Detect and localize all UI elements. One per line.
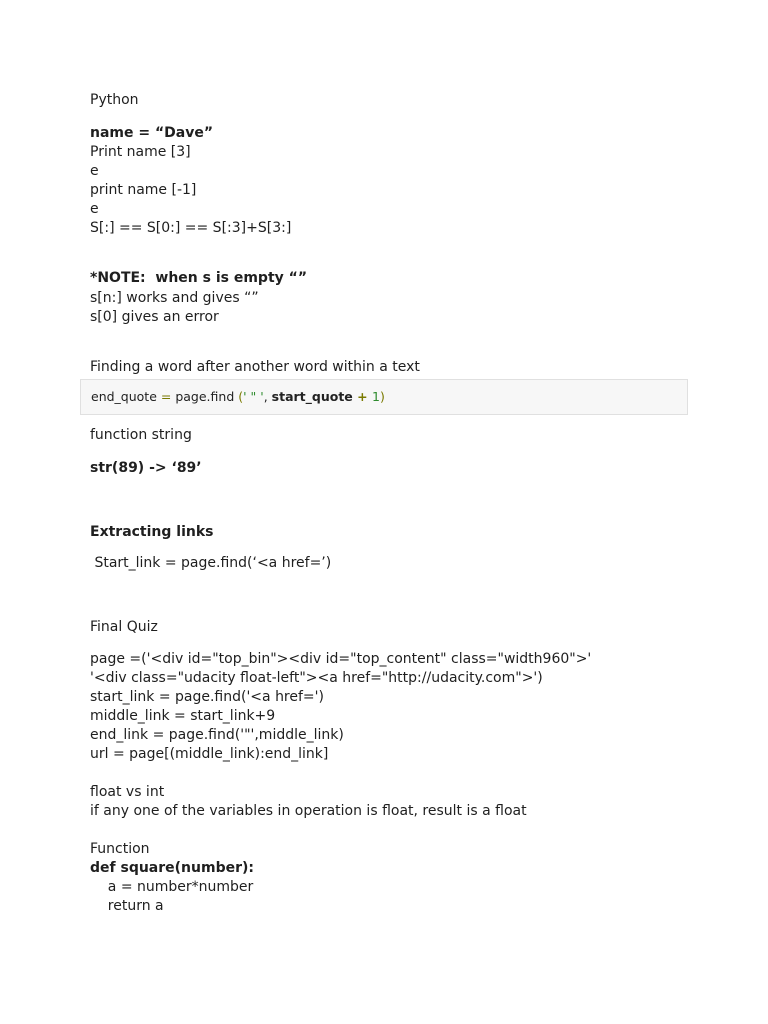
code-token: page.find <box>175 389 239 404</box>
section-heading: Extracting links <box>90 524 214 540</box>
code-line: Start_link = page.find(‘<a href=’) <box>90 555 332 571</box>
code-operator: + <box>352 389 372 404</box>
code-line: '<div class="udacity float-left"><a href="http://udacity.com">') <box>90 670 543 686</box>
note-line: s[0] gives an error <box>90 309 219 325</box>
code-operator: = <box>156 389 176 404</box>
code-token: , <box>263 389 272 404</box>
code-paren: ) <box>379 389 385 404</box>
heading-python: Python <box>90 92 139 108</box>
code-line: def square(number): <box>90 860 254 876</box>
code-print-negative-index: print name [-1] <box>90 182 197 198</box>
code-line: url = page[(middle_link):end_link] <box>90 746 329 762</box>
section-heading: Function <box>90 841 150 857</box>
code-line: return a <box>90 898 164 914</box>
code-token: end_quote <box>91 389 157 404</box>
code-print-index: Print name [3] <box>90 144 191 160</box>
code-block <box>80 379 688 415</box>
section-text: function string <box>90 427 192 443</box>
code-line: start_link = page.find('<a href=') <box>90 689 324 705</box>
note-line: s[n:] works and gives “” <box>90 290 259 306</box>
code-line: page =('<div id="top_bin"><div id="top_content" class="width960">' <box>90 651 592 667</box>
note-heading: *NOTE: when s is empty “” <box>90 270 308 286</box>
code-number: 1 <box>371 389 380 404</box>
section-heading: Final Quiz <box>90 619 158 635</box>
section-text: Finding a word after another word within a text <box>90 359 420 375</box>
code-line: a = number*number <box>90 879 254 895</box>
code-paren: ( <box>238 389 244 404</box>
output-line: e <box>90 163 99 179</box>
slice-equivalence: S[:] == S[0:] == S[:3]+S[3:] <box>90 220 292 236</box>
code-str-example: str(89) -> ‘89’ <box>90 460 202 476</box>
code-name-assign: name = “Dave” <box>90 125 214 141</box>
section-heading: float vs int <box>90 784 165 800</box>
code-variable: start_quote <box>271 389 353 404</box>
code-line <box>91 389 385 404</box>
code-string: ' " ' <box>243 389 264 404</box>
output-line: e <box>90 201 99 217</box>
section-text: if any one of the variables in operation is float, result is a float <box>90 803 527 819</box>
code-line: end_link = page.find('"',middle_link) <box>90 727 344 743</box>
code-line: middle_link = start_link+9 <box>90 708 276 724</box>
